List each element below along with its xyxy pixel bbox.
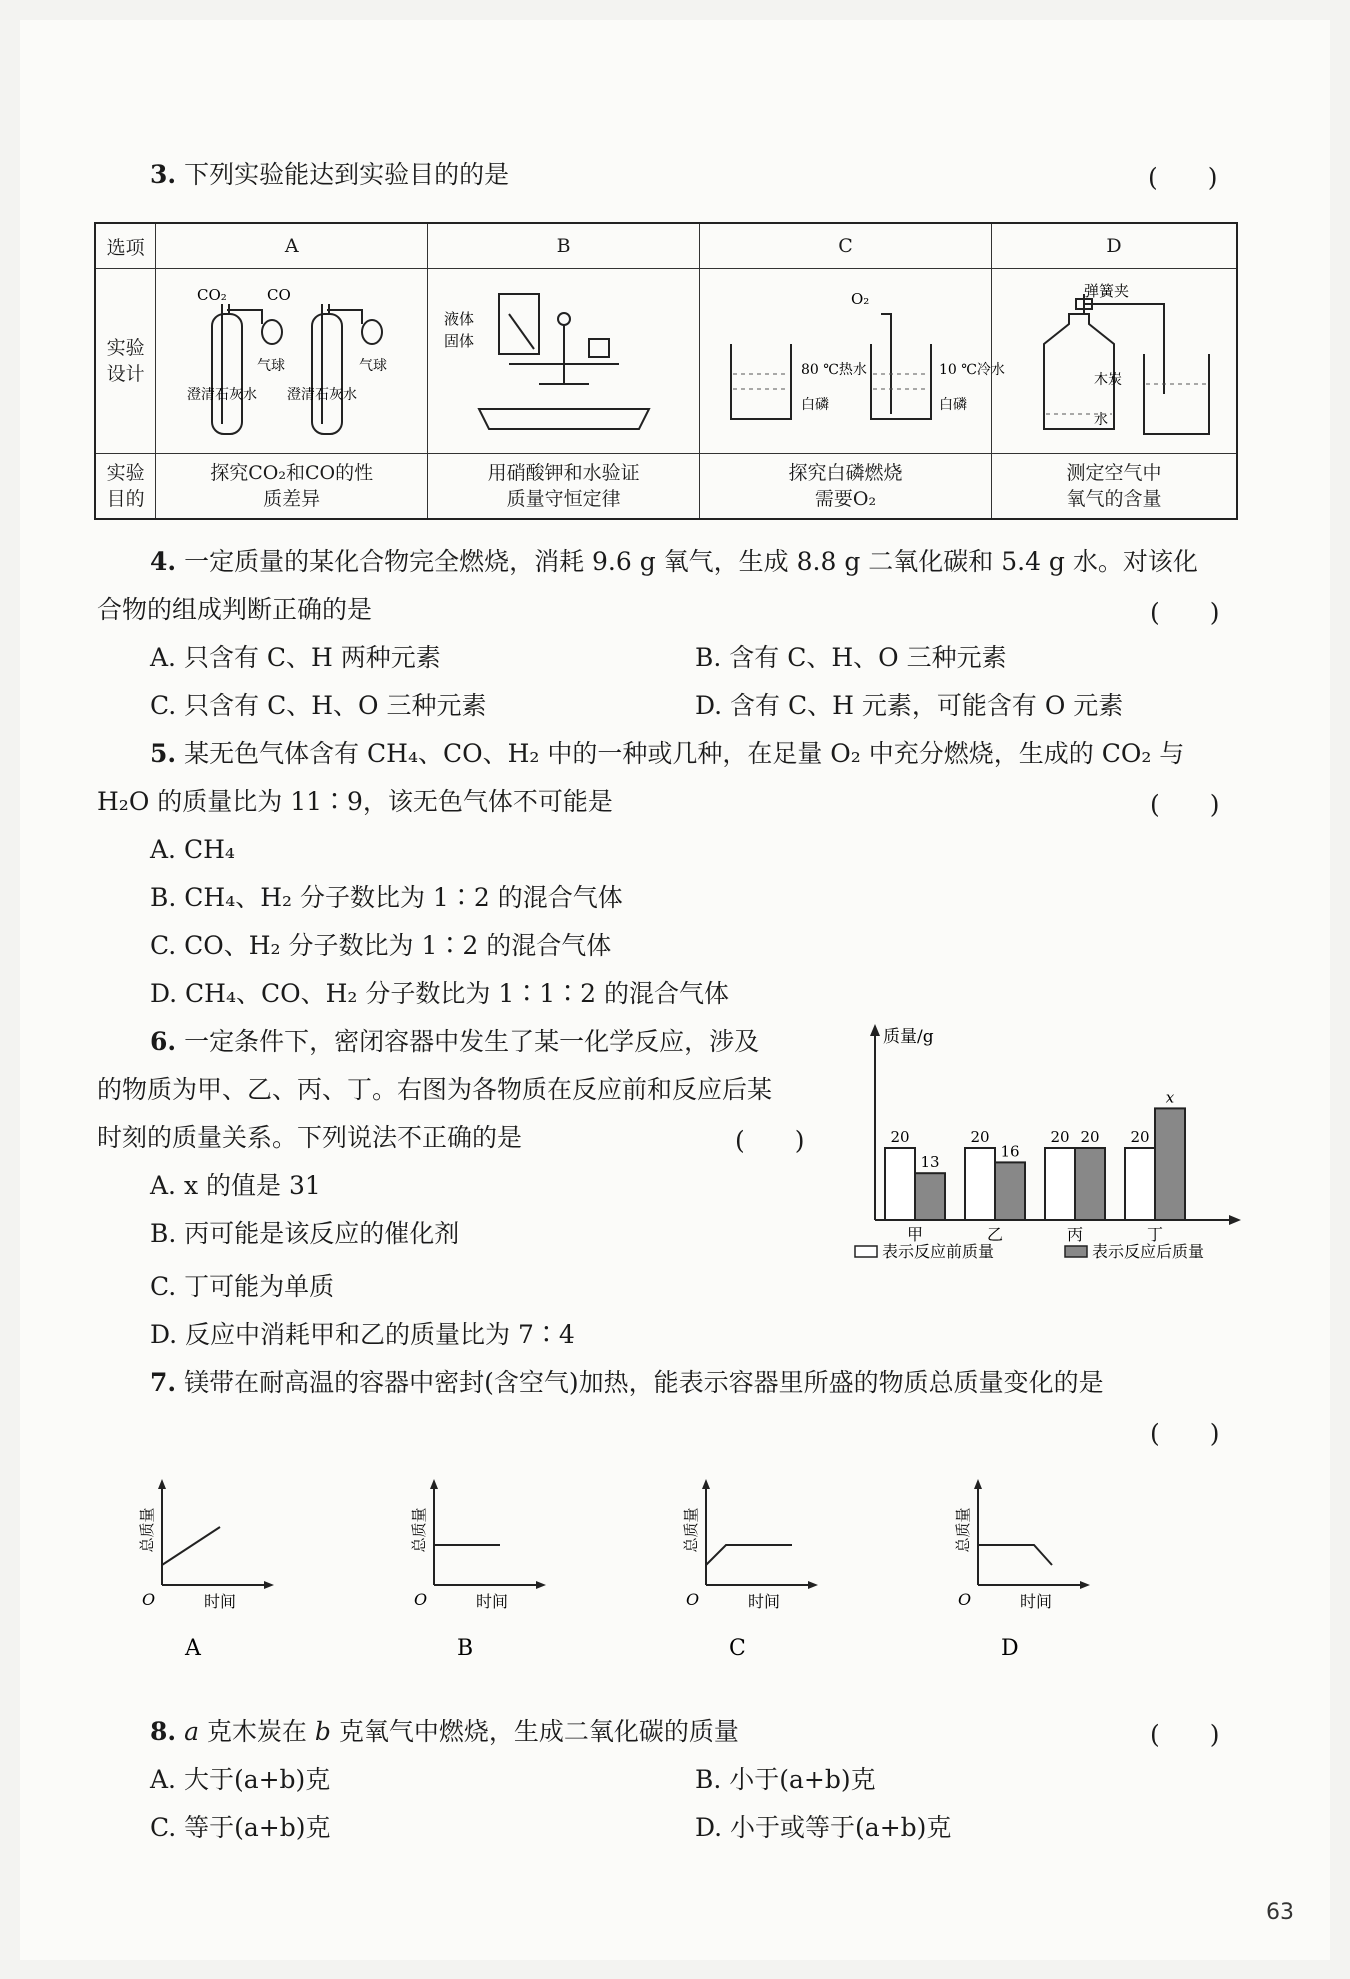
q6-option-b: B. 丙可能是该反应的催化剂 bbox=[150, 1219, 460, 1248]
graph-xlabel: 时间 bbox=[1020, 1592, 1053, 1611]
graph-axes bbox=[706, 1485, 812, 1585]
y-axis-arrow bbox=[870, 1024, 880, 1036]
svg-text:木炭: 木炭 bbox=[1094, 371, 1122, 388]
y-axis-label: 质量/g bbox=[883, 1027, 934, 1047]
graph-curve bbox=[162, 1527, 220, 1565]
legend-label-0: 表示反应前质量 bbox=[882, 1242, 995, 1261]
q7-graphs bbox=[140, 1475, 1260, 1675]
bar-before-0 bbox=[885, 1148, 915, 1220]
q6-stem-line3: 时刻的质量关系。下列说法不正确的是 bbox=[97, 1123, 523, 1152]
purpose-d: 测定空气中氧气的含量 bbox=[992, 454, 1238, 520]
q3-experiment-table bbox=[94, 222, 1238, 520]
svg-text:10 ℃冷水: 10 ℃冷水 bbox=[938, 361, 1005, 378]
q7-stem: 7. 镁带在耐高温的容器中密封(含空气)加热，能表示容器里所盛的物质总质量变化的是 bbox=[150, 1368, 1104, 1397]
category-label-3: 丁 bbox=[1146, 1225, 1164, 1244]
bar-label-0-0: 20 bbox=[890, 1128, 910, 1146]
q8-stem: 8. a 克木炭在 b 克氧气中燃烧，生成二氧化碳的质量 bbox=[150, 1717, 739, 1746]
q4-option-d: D. 含有 C、H 元素，可能含有 O 元素 bbox=[695, 691, 1124, 720]
graph-axes bbox=[162, 1485, 268, 1585]
q6-stem-line2: 的物质为甲、乙、丙、丁。右图为各物质在反应前和反应后某 bbox=[97, 1075, 773, 1104]
q5-option-d: D. CH₄、CO、H₂ 分子数比为 1∶1∶2 的混合气体 bbox=[150, 979, 730, 1008]
bar-label-1-1: 16 bbox=[1000, 1142, 1020, 1161]
q4-answer-paren: ( ) bbox=[1150, 598, 1220, 627]
graph-arrows bbox=[430, 1479, 546, 1589]
q6-answer-paren: ( ) bbox=[735, 1126, 805, 1155]
row1-label: 选项 bbox=[95, 223, 156, 269]
purpose-c: 探究白磷燃烧需要O₂ bbox=[700, 454, 992, 520]
white-phosphorus-diagram bbox=[711, 274, 1005, 444]
mass-bar-chart bbox=[855, 1020, 1255, 1260]
bar-after-0 bbox=[915, 1173, 945, 1220]
svg-text:气球: 气球 bbox=[256, 357, 285, 374]
col-b: B bbox=[428, 223, 700, 269]
graph-arrows bbox=[974, 1479, 1090, 1589]
col-c: C bbox=[700, 223, 992, 269]
col-d: D bbox=[992, 223, 1238, 269]
col-a: A bbox=[156, 223, 428, 269]
q4-option-a: A. 只含有 C、H 两种元素 bbox=[150, 643, 441, 672]
bar-label-1-0: 20 bbox=[970, 1128, 990, 1146]
q6-option-d: D. 反应中消耗甲和乙的质量比为 7∶4 bbox=[150, 1320, 575, 1349]
graph-origin: O bbox=[958, 1590, 972, 1609]
test-tube-diagram bbox=[167, 274, 417, 444]
legend-swatch-1 bbox=[1065, 1246, 1087, 1257]
graph-xlabel: 时间 bbox=[748, 1592, 781, 1611]
bar-after-3 bbox=[1155, 1108, 1185, 1220]
category-label-0: 甲 bbox=[906, 1225, 924, 1244]
q5-stem-line1: 5. 某无色气体含有 CH₄、CO、H₂ 中的一种或几种，在足量 O₂ 中充分燃烧，生成的 CO₂ 与 bbox=[150, 739, 1185, 768]
bar-before-3 bbox=[1125, 1148, 1155, 1220]
graph-B bbox=[410, 1479, 546, 1661]
svg-text:弹簧夹: 弹簧夹 bbox=[1084, 281, 1130, 300]
diagram-a bbox=[156, 269, 428, 454]
q8-option-b: B. 小于(a+b)克 bbox=[695, 1765, 876, 1794]
bar-before-2 bbox=[1045, 1148, 1075, 1220]
bar-label-3-1: x bbox=[1165, 1088, 1175, 1107]
svg-text:澄清石灰水: 澄清石灰水 bbox=[186, 386, 257, 403]
q5-stem-line2: H₂O 的质量比为 11∶9，该无色气体不可能是 bbox=[97, 787, 613, 816]
svg-text:白磷: 白磷 bbox=[800, 396, 829, 413]
q6-option-a: A. x 的值是 31 bbox=[150, 1171, 321, 1200]
purpose-b: 用硝酸钾和水验证质量守恒定律 bbox=[428, 454, 700, 520]
legend-label-1: 表示反应后质量 bbox=[1092, 1242, 1205, 1261]
svg-text:澄清石灰水: 澄清石灰水 bbox=[286, 386, 357, 403]
graph-xlabel: 时间 bbox=[476, 1592, 509, 1611]
graph-choice-label: A bbox=[185, 1636, 201, 1661]
graph-origin: O bbox=[686, 1590, 700, 1609]
bar-label-2-1: 20 bbox=[1080, 1128, 1100, 1146]
graph-ylabel: 总质量 bbox=[682, 1507, 700, 1553]
graph-choice-label: D bbox=[1001, 1636, 1019, 1661]
svg-text:固体: 固体 bbox=[443, 331, 474, 350]
graph-origin: O bbox=[414, 1590, 428, 1609]
page-number: 63 bbox=[1266, 1900, 1294, 1925]
q5-option-b: B. CH₄、H₂ 分子数比为 1∶2 的混合气体 bbox=[150, 883, 623, 912]
graph-A bbox=[138, 1479, 274, 1661]
graph-axes bbox=[434, 1485, 540, 1585]
graph-ylabel: 总质量 bbox=[954, 1507, 972, 1553]
diagram-b bbox=[428, 269, 700, 454]
svg-text:气球: 气球 bbox=[358, 357, 387, 374]
category-label-1: 乙 bbox=[986, 1225, 1004, 1244]
q4-option-b: B. 含有 C、H、O 三种元素 bbox=[695, 643, 1007, 672]
svg-text:水: 水 bbox=[1094, 411, 1108, 428]
graph-choice-label: B bbox=[457, 1636, 474, 1661]
graph-D bbox=[954, 1479, 1090, 1661]
bar-after-2 bbox=[1075, 1148, 1105, 1220]
svg-text:CO: CO bbox=[266, 285, 291, 304]
oxygen-measure-diagram bbox=[994, 274, 1234, 444]
q3-answer-paren: ( ) bbox=[1148, 163, 1218, 192]
svg-text:CO₂: CO₂ bbox=[196, 285, 227, 304]
q8-option-d: D. 小于或等于(a+b)克 bbox=[695, 1813, 952, 1842]
graph-ylabel: 总质量 bbox=[138, 1507, 156, 1553]
graph-axes bbox=[978, 1485, 1084, 1585]
graph-arrows bbox=[158, 1479, 274, 1589]
diagram-c bbox=[700, 269, 1005, 454]
q3-stem: 3. 下列实验能达到实验目的的是 bbox=[150, 160, 510, 189]
x-axis-arrow bbox=[1229, 1215, 1241, 1225]
svg-text:液体: 液体 bbox=[443, 309, 474, 328]
q5-option-a: A. CH₄ bbox=[150, 835, 235, 864]
svg-text:白磷: 白磷 bbox=[938, 396, 967, 413]
q6-stem-line1: 6. 一定条件下，密闭容器中发生了某一化学反应，涉及 bbox=[150, 1027, 760, 1056]
bar-label-0-1: 13 bbox=[920, 1153, 940, 1172]
q4-stem-line2: 合物的组成判断正确的是 bbox=[97, 595, 373, 624]
category-label-2: 丙 bbox=[1066, 1225, 1084, 1244]
svg-text:80 ℃热水: 80 ℃热水 bbox=[800, 361, 867, 378]
q5-option-c: C. CO、H₂ 分子数比为 1∶2 的混合气体 bbox=[150, 931, 612, 960]
q8-option-a: A. 大于(a+b)克 bbox=[150, 1765, 331, 1794]
bar-after-1 bbox=[995, 1162, 1025, 1220]
legend-swatch-0 bbox=[855, 1246, 877, 1257]
graph-curve bbox=[706, 1545, 792, 1565]
row3-label: 实验目的 bbox=[95, 454, 156, 520]
bar-label-2-0: 20 bbox=[1050, 1128, 1070, 1146]
graph-C bbox=[682, 1479, 818, 1661]
graph-xlabel: 时间 bbox=[204, 1592, 237, 1611]
q6-option-c: C. 丁可能为单质 bbox=[150, 1272, 335, 1301]
q4-stem-line1: 4. 一定质量的某化合物完全燃烧，消耗 9.6 g 氧气，生成 8.8 g 二氧化碳和 5.4 g 水。对该化 bbox=[150, 547, 1198, 576]
graph-choice-label: C bbox=[729, 1636, 746, 1661]
q8-option-c: C. 等于(a+b)克 bbox=[150, 1813, 331, 1842]
graph-arrows bbox=[702, 1479, 818, 1589]
graph-origin: O bbox=[142, 1590, 156, 1609]
purpose-a: 探究CO₂和CO的性质差异 bbox=[156, 454, 428, 520]
q5-answer-paren: ( ) bbox=[1150, 790, 1220, 819]
svg-text:O₂: O₂ bbox=[850, 289, 869, 308]
q8-answer-paren: ( ) bbox=[1150, 1720, 1220, 1749]
q4-option-c: C. 只含有 C、H、O 三种元素 bbox=[150, 691, 487, 720]
q7-answer-paren: ( ) bbox=[1150, 1419, 1220, 1448]
balance-diagram bbox=[439, 274, 689, 444]
diagram-d bbox=[992, 269, 1238, 454]
graph-curve bbox=[978, 1545, 1052, 1565]
graph-ylabel: 总质量 bbox=[410, 1507, 428, 1553]
bar-before-1 bbox=[965, 1148, 995, 1220]
row2-label: 实验设计 bbox=[95, 269, 156, 454]
bar-label-3-0: 20 bbox=[1130, 1128, 1150, 1146]
